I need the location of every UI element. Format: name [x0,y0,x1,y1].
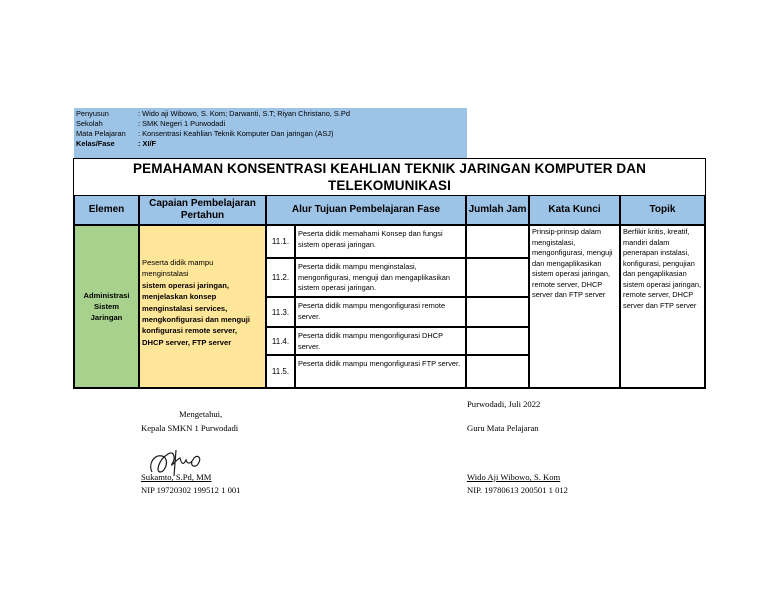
info-value: : Wido aji Wibowo, S. Kom; Darwanti, S.T; Riyan Christano, S.Pd [138,109,350,118]
sign-left-role: Kepala SMKN 1 Purwodadi [141,423,239,433]
tp-text: Peserta didik mampu mengonfigurasi remote server. [295,297,466,327]
elemen-text: Administrasi Sistem Jaringan [83,291,130,322]
sign-left-know: Mengetahui, [179,409,223,419]
page-title [74,160,705,194]
sign-left-nip: NIP 19720302 199512 1 001 [141,485,241,495]
sign-left-name: Sukamto, S.Pd, MM [141,472,212,482]
tp-number: 11.5. [266,355,295,388]
sign-right-nip: NIP. 19780613 200501 1 012 [467,485,568,495]
header-kata-kunci: Kata Kunci [529,195,620,225]
sign-right-name: Wido Aji Wibowo, S. Kom [467,472,561,482]
tp-text: Peserta didik memahami Konsep dan fungsi sistem operasi jaringan. [295,225,466,258]
tp-number: 11.1. [266,225,295,258]
header-alur: Alur Tujuan Pembelajaran Fase [266,195,466,225]
tp-text: Peserta didik mampu mengonfigurasi DHCP server. [295,327,466,355]
capaian-line: menginstalasi services, [142,303,228,313]
capaian-line: sistem operasi jaringan, [142,280,229,290]
capaian-line: konfigurasi remote server, [142,326,237,336]
capaian-line: menginstalasi [142,269,189,279]
info-value: : SMK Negeri 1 Purwodadi [138,119,226,128]
capaian-cell [139,225,266,388]
info-label: Penyusun [76,109,109,118]
tp-text: Peserta didik mampu menginstalasi, mengonfigurasi, menguji dan mengaplikasikan sistem operasi jaringan. [295,258,466,297]
jam-cell [466,225,529,258]
header-jam: Jumlah Jam [466,195,529,225]
sign-right-role: Guru Mata Pelajaran [467,423,539,433]
info-row-sekolah [74,119,467,129]
capaian-line: Peserta didik mampu [142,258,214,267]
info-label: Sekolah [76,119,103,128]
info-block [74,108,467,158]
tp-number: 11.4. [266,327,295,355]
tp-number: 11.2. [266,258,295,297]
title-line-2: TELEKOMUNIKASI [328,178,451,193]
info-label: Mata Pelajaran [76,129,126,138]
tp-text: Peserta didik mampu mengonfigurasi FTP server. [295,355,466,388]
tp-number: 11.3. [266,297,295,327]
info-row-penyusun [74,109,467,119]
jam-cell [466,258,529,297]
header-elemen: Elemen [74,195,139,225]
topik-cell: Berfikir kritis, kreatif, mandiri dalam penerapan instalasi, konfigurasi, pengujian dan pengaplikasian sistem operasi jaringan, remote server, DHCP server dan FTP server [620,225,705,388]
capaian-line: DHCP server, FTP server [142,337,232,347]
info-label: Kelas/Fase [76,139,115,148]
info-value: : Konsentrasi Keahlian Teknik Komputer Dan jaringan (ASJ) [138,129,334,138]
header-topik: Topik [620,195,705,225]
jam-cell [466,327,529,355]
jam-cell [466,355,529,388]
header-capaian: Capaian Pembelajaran Pertahun [139,195,266,225]
title-line-1: PEMAHAMAN KONSENTRASI KEAHLIAN TEKNIK JARINGAN KOMPUTER DAN [133,161,646,176]
kata-kunci-cell: Prinsip-prinsip dalam mengistalasi, mengonfigurasi, menguji dan mengaplikasikan sistem operasi jaringan, remote server, DHCP server dan FTP server [529,225,620,388]
info-value: : XI/F [138,139,157,148]
info-row-mapel [74,129,467,139]
jam-cell [466,297,529,327]
sign-right-place: Purwodadi, Juli 2022 [467,399,541,409]
elemen-cell [74,225,139,388]
info-row-kelas [74,139,467,149]
capaian-line: mengkonfigurasi dan menguji [142,315,251,325]
capaian-line: menjelaskan konsep [142,292,217,302]
